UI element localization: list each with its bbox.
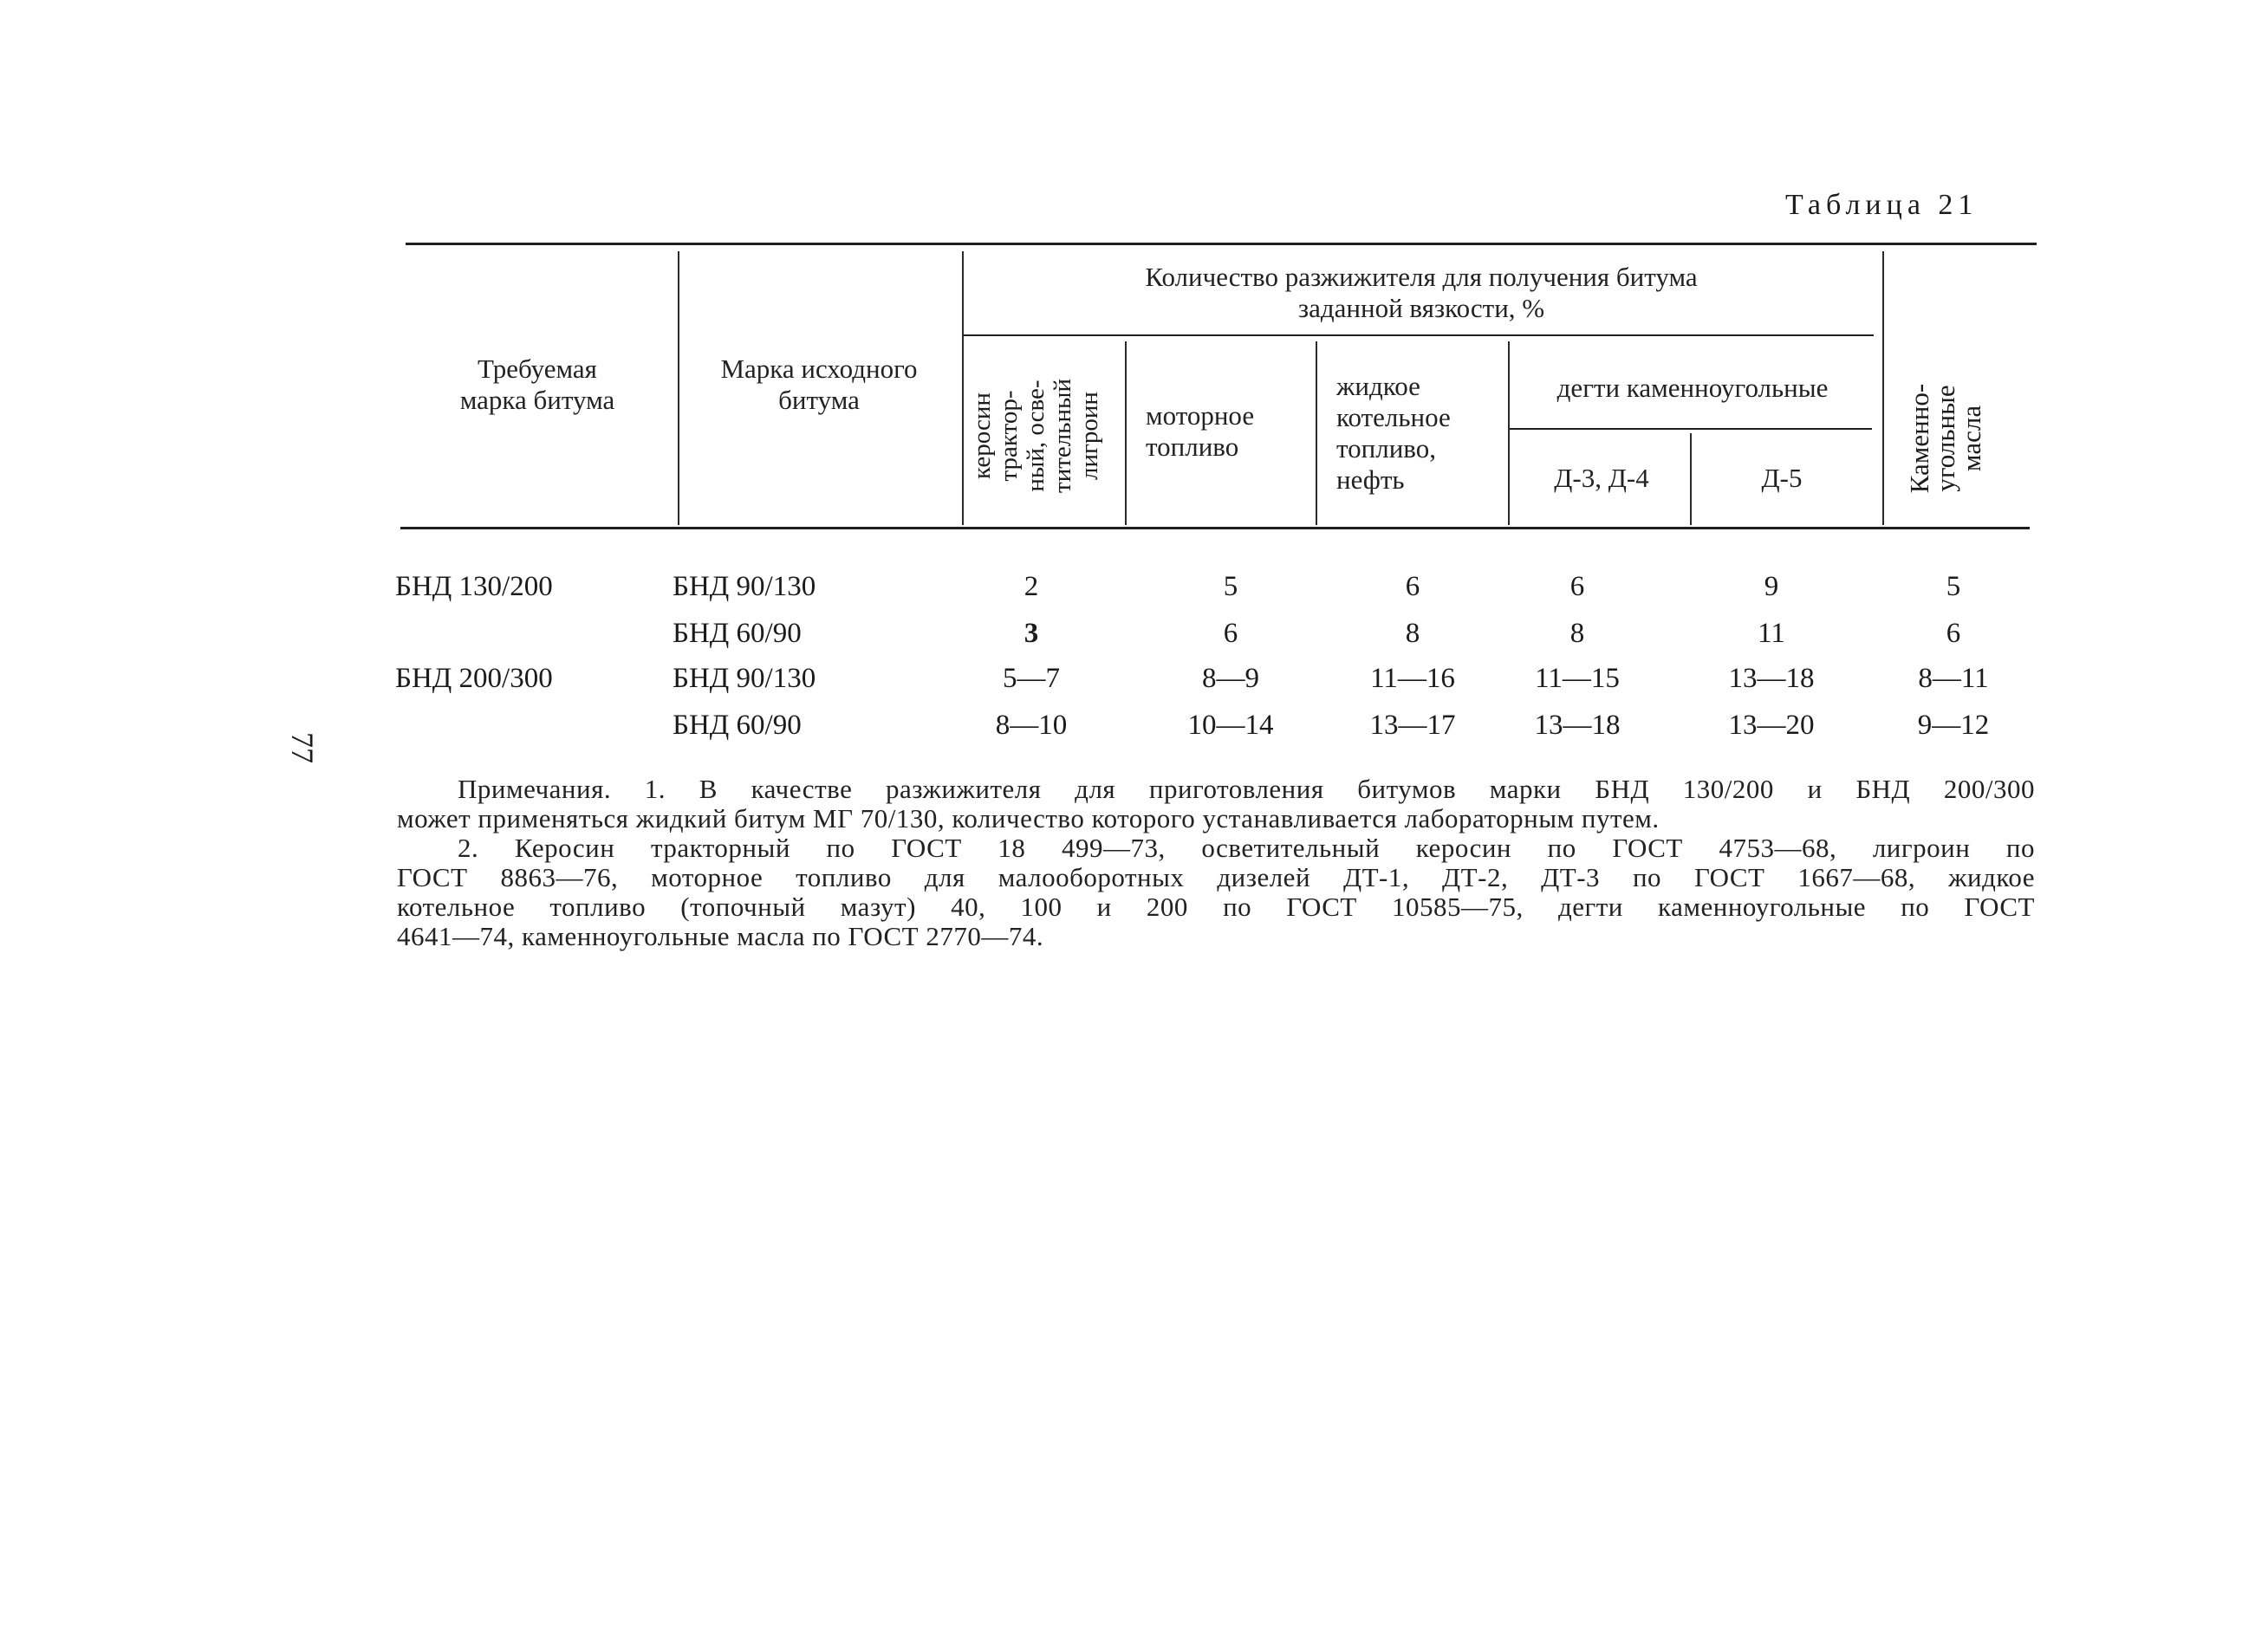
col-divider-d34 xyxy=(1690,433,1692,525)
page-number: 77 xyxy=(285,732,320,763)
cell-coal: 6 xyxy=(1946,618,1961,649)
cell-source: БНД 90/130 xyxy=(673,571,816,602)
note-2-line-4: 4641—74, каменноугольные масла по ГОСТ 2770—74. xyxy=(397,921,1044,951)
cell-liquid: 11—16 xyxy=(1370,663,1455,694)
cell-d34: 11—15 xyxy=(1535,663,1620,694)
cell-d5: 9 xyxy=(1764,571,1779,602)
header-kerosene-line3: ный, осве- xyxy=(1022,379,1050,492)
cell-motor: 5 xyxy=(1223,571,1238,602)
header-coal-line3: масла xyxy=(1956,405,1986,472)
cell-liquid: 13—17 xyxy=(1369,710,1456,741)
col-divider-motor xyxy=(1316,341,1317,525)
header-bottom-rule xyxy=(400,527,2030,529)
cell-source: БНД 90/130 xyxy=(673,663,816,694)
col-divider-liquid xyxy=(1508,341,1510,525)
col-divider-required xyxy=(678,251,679,525)
col-divider-kerosene xyxy=(1125,341,1127,525)
cell-required: БНД 200/300 xyxy=(395,663,553,694)
cell-motor: 6 xyxy=(1223,618,1238,649)
cell-coal: 5 xyxy=(1946,571,1961,602)
header-amount-line1: Количество разжижителя для получения битума xyxy=(1145,262,1698,292)
header-d5: Д-5 xyxy=(1761,463,1803,493)
note-2-line-2: ГОСТ 8863—76, моторное топливо для малооборотных дизелей ДТ-1, ДТ-2, ДТ-3 по ГОСТ 1667—68, жидкое xyxy=(397,862,2035,892)
cell-coal: 9—12 xyxy=(1917,710,1990,741)
header-motor-line1: моторное xyxy=(1146,400,1255,431)
table-notes xyxy=(397,775,2035,951)
header-coal-line2: угольные xyxy=(1930,385,1960,492)
header-required-grade xyxy=(407,353,667,416)
header-motor xyxy=(1146,400,1254,463)
table-caption: Таблица 21 xyxy=(1785,189,1979,221)
col-divider-tars xyxy=(1882,251,1884,525)
cell-d5: 11 xyxy=(1758,618,1785,649)
cell-d34: 8 xyxy=(1569,618,1585,649)
note-1-line-2: может применяться жидкий битум МГ 70/130, количество которого устанавливается лабораторным путем. xyxy=(397,803,1660,833)
header-liquid xyxy=(1336,371,1451,496)
header-liquid-line3: топливо, xyxy=(1336,433,1436,464)
header-source-line2: битума xyxy=(778,385,860,415)
header-liquid-line1: жидкое xyxy=(1336,371,1420,401)
header-kerosene xyxy=(969,353,1103,518)
cell-kerosene: 2 xyxy=(1024,571,1039,602)
header-coal-oils xyxy=(1904,360,1986,516)
cell-coal: 8—11 xyxy=(1918,663,1989,694)
cell-liquid: 8 xyxy=(1405,618,1420,649)
header-tars: дегти каменноугольные xyxy=(1556,373,1829,403)
header-amount-line2: заданной вязкости, % xyxy=(1297,293,1545,323)
cell-d5: 13—20 xyxy=(1728,710,1815,741)
cell-d34: 6 xyxy=(1569,571,1585,602)
header-kerosene-line5: лигроин xyxy=(1076,392,1103,480)
header-source-line1: Марка исходного xyxy=(720,353,918,384)
cell-kerosene: 5—7 xyxy=(1003,663,1060,694)
cell-source: БНД 60/90 xyxy=(673,710,802,741)
header-required-line2: марка битума xyxy=(459,385,615,415)
cell-required: БНД 130/200 xyxy=(395,571,553,602)
header-source-grade xyxy=(685,353,953,416)
cell-source: БНД 60/90 xyxy=(673,618,802,649)
cell-motor: 8—9 xyxy=(1202,663,1259,694)
header-coal-line1: Каменно- xyxy=(1904,383,1934,494)
cell-kerosene: 8—10 xyxy=(995,710,1068,741)
note-2-line-1: 2. Керосин тракторный по ГОСТ 18 499—73, осветительный керосин по ГОСТ 4753—68, лигроин по xyxy=(458,833,2035,863)
cell-liquid: 6 xyxy=(1405,571,1420,602)
note-2-line-3: котельное топливо (топочный мазут) 40, 100 и 200 по ГОСТ 10585—75, дегти каменноугольные по ГОСТ xyxy=(397,892,2035,922)
amount-header-underline xyxy=(964,334,1874,336)
header-kerosene-line4: тительный xyxy=(1049,379,1076,493)
header-motor-line2: топливо xyxy=(1146,431,1239,462)
cell-motor: 10—14 xyxy=(1187,710,1274,741)
header-liquid-line2: котельное xyxy=(1336,402,1451,432)
cell-d5: 13—18 xyxy=(1728,663,1815,694)
header-d34: Д-3, Д-4 xyxy=(1554,463,1649,493)
cell-d34: 13—18 xyxy=(1534,710,1621,741)
cell-kerosene: 3 xyxy=(1024,618,1039,649)
tars-underline xyxy=(1508,428,1872,430)
header-required-line1: Требуемая xyxy=(478,353,597,384)
header-liquid-line4: нефть xyxy=(1336,464,1405,495)
table-top-rule xyxy=(406,243,2037,245)
col-divider-source xyxy=(962,251,964,525)
header-kerosene-line2: трактор- xyxy=(995,390,1023,482)
header-kerosene-line1: керосин xyxy=(968,392,996,479)
header-amount xyxy=(971,262,1872,324)
note-1-line-1: Примечания. 1. В качестве разжижителя для приготовления битумов марки БНД 130/200 и БНД 200/300 xyxy=(458,774,2035,804)
